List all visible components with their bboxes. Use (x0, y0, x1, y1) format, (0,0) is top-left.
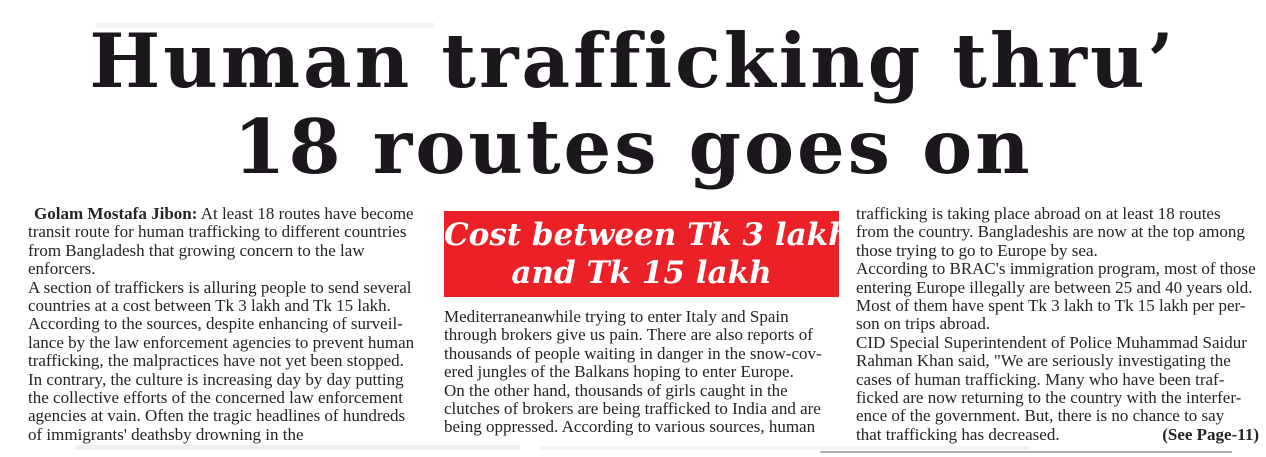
col3-line: Most of them have spent Tk 3 lakh to Tk 15 lakh per per- (856, 295, 1246, 315)
col3-line: entering Europe illegally are between 25 and 40 years old. (856, 277, 1253, 297)
callout-line-2: and Tk 15 lakh (511, 255, 772, 291)
col3-line: Rahman Khan said, "We are seriously investigating the (856, 351, 1231, 371)
callout-box (444, 211, 851, 297)
col2-line: ered jungles of the Balkans hoping to enter Europe. (444, 362, 794, 382)
col2-line: clutches of brokers are being trafficked to India and are (444, 398, 821, 418)
col2-line: thousands of people waiting in danger in the snow-cov- (444, 343, 822, 363)
column-2 (444, 204, 851, 437)
col2-line: On the other hand, thousands of girls caught in the (444, 380, 788, 400)
col1-line: According to the sources, despite enhancing of surveil- (28, 314, 403, 334)
col2-line: through brokers give us pain. There are also reports of (444, 325, 813, 345)
col3-last-text: that trafficking has decreased. (856, 424, 1060, 444)
col1-lead-text: At least 18 routes have become (197, 204, 414, 223)
col1-line: the collective efforts of the concerned law enforcement (28, 387, 403, 407)
article-headline (0, 18, 1266, 190)
print-smudge (75, 445, 520, 450)
see-page-ref: (See Page-11) (1162, 424, 1259, 444)
col1-line: agencies at vain. Often the tragic headlines of hundreds (28, 406, 406, 426)
col3-line: CID Special Superintendent of Police Muhammad Saidur (856, 332, 1247, 352)
col1-line: lance by the law enforcement agencies to prevent human (28, 332, 415, 352)
column-1 (28, 205, 440, 444)
col1-line: countries at a cost between Tk 3 lakh and Tk 15 lakh. (28, 295, 391, 315)
col2-line: being oppressed. According to various sources, human (444, 417, 816, 437)
col1-line: from Bangladesh that growing concern to the law (28, 240, 365, 260)
byline: Golam Mostafa Jibon: (34, 204, 198, 223)
col3-line: According to BRAC's immigration program, most of those (856, 259, 1256, 279)
col3-line: ence of the government. But, there is no chance to say (856, 406, 1225, 426)
column-3 (856, 205, 1259, 444)
col2-line: Mediterraneanwhile trying to enter Italy and Spain (444, 307, 789, 326)
col3-line: those trying to go to Europe by sea. (856, 240, 1098, 260)
col3-line: cases of human trafficking. Many who have been traf- (856, 369, 1225, 389)
print-smudge (540, 446, 1030, 450)
callout-line-1: Cost between Tk 3 lakh (444, 217, 851, 253)
col1-line: of immigrants' deathsby drowning in the (28, 424, 304, 444)
col3-line: ficked are now returning to the country with the interfer- (856, 387, 1242, 407)
col1-line: In contrary, the culture is increasing day by day putting (28, 369, 404, 389)
col1-line: transit route for human trafficking to different countries (28, 222, 407, 242)
col1-line: trafficking, the malpractices have not yet been stopped. (28, 351, 404, 371)
section-divider-rule (820, 451, 1232, 453)
col3-last-line (856, 426, 1259, 444)
col3-line: son on trips abroad. (856, 314, 991, 334)
headline-line-2: 18 routes goes on (233, 103, 1033, 191)
col3-line: from the country. Bangladeshis are now at the top among (856, 222, 1245, 242)
col1-line: enforcers. (28, 259, 96, 279)
headline-line-1: Human trafficking thru’ (89, 17, 1177, 105)
col1-lead-line (28, 205, 440, 223)
col3-line: trafficking is taking place abroad on at least 18 routes (856, 204, 1221, 223)
col1-line: A section of traffickers is alluring people to send several (28, 277, 412, 297)
